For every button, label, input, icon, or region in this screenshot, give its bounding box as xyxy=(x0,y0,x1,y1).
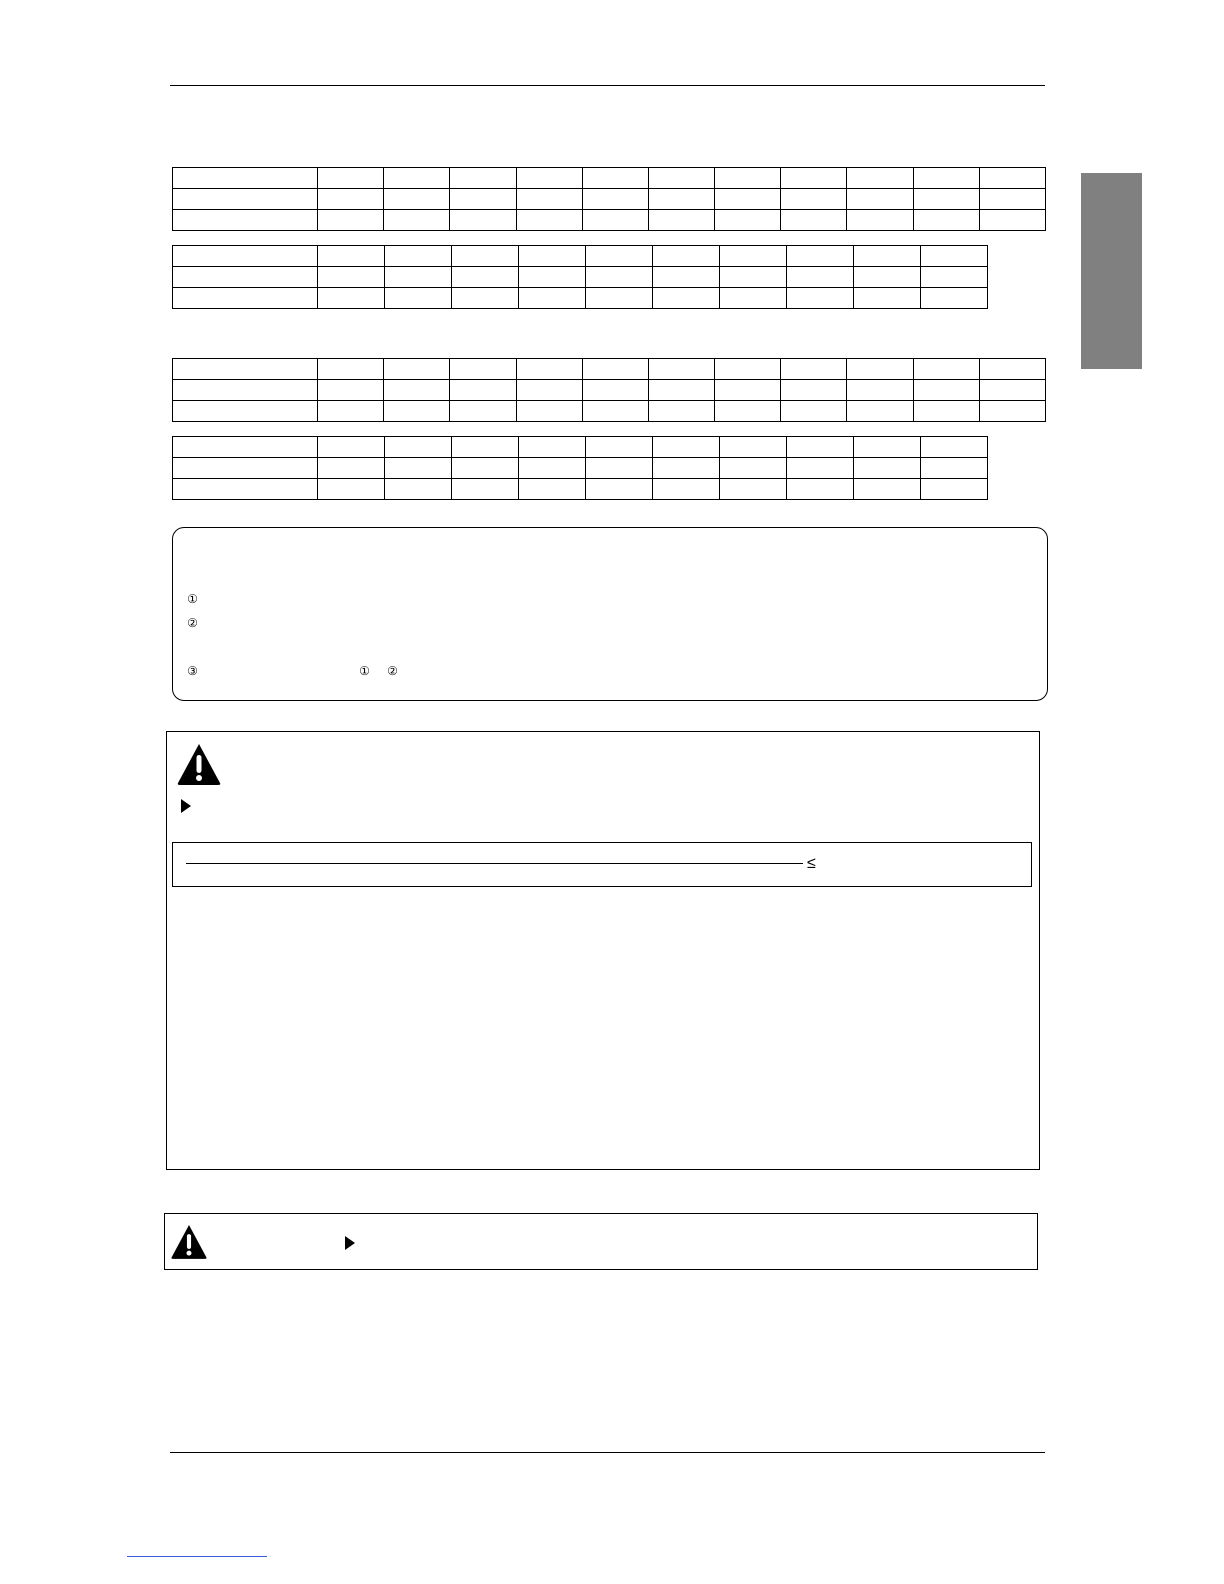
table-cell xyxy=(847,189,913,210)
table-cell xyxy=(384,380,450,401)
table-row xyxy=(173,288,988,309)
table-cell xyxy=(385,479,452,500)
warning-box xyxy=(166,731,1040,1170)
table-cell xyxy=(787,479,854,500)
row-header-cell xyxy=(173,458,318,479)
table-cell xyxy=(847,168,913,189)
table-cell xyxy=(318,267,385,288)
table-cell xyxy=(913,210,979,231)
table-cell xyxy=(913,359,979,380)
table-cell xyxy=(318,189,384,210)
table-cell xyxy=(384,189,450,210)
table-cell xyxy=(854,479,921,500)
table-cell xyxy=(586,267,653,288)
table-cell xyxy=(720,267,787,288)
table-cell xyxy=(913,189,979,210)
row-header-cell xyxy=(173,168,318,189)
table-cell xyxy=(516,380,582,401)
table-row xyxy=(173,437,988,458)
table-cell xyxy=(586,246,653,267)
table-cell xyxy=(452,479,519,500)
spec-table-1 xyxy=(172,167,1046,231)
table-cell xyxy=(384,359,450,380)
table-cell xyxy=(516,359,582,380)
table-cell xyxy=(854,267,921,288)
table-cell xyxy=(452,437,519,458)
table-cell xyxy=(720,437,787,458)
table-cell xyxy=(582,189,648,210)
table-cell xyxy=(720,246,787,267)
table-cell xyxy=(450,210,516,231)
table-cell xyxy=(715,380,781,401)
table-cell xyxy=(781,380,847,401)
table-cell xyxy=(847,210,913,231)
table-cell xyxy=(586,437,653,458)
table-cell xyxy=(715,401,781,422)
table-cell xyxy=(450,359,516,380)
table-cell xyxy=(847,359,913,380)
row-header-cell xyxy=(173,267,318,288)
table-cell xyxy=(913,168,979,189)
row-header-cell xyxy=(173,189,318,210)
table-cell xyxy=(452,267,519,288)
table-row xyxy=(173,401,1046,422)
warning-triangle-icon xyxy=(170,1223,208,1260)
table-cell xyxy=(781,210,847,231)
table-cell xyxy=(854,458,921,479)
table-cell xyxy=(653,246,720,267)
table-row xyxy=(173,380,1046,401)
table-cell xyxy=(921,267,988,288)
table-cell xyxy=(653,288,720,309)
table-cell xyxy=(582,168,648,189)
table-row xyxy=(173,359,1046,380)
table-cell xyxy=(979,189,1045,210)
footer-rule xyxy=(170,1452,1045,1453)
table-cell xyxy=(519,437,586,458)
table-cell xyxy=(586,479,653,500)
table-row xyxy=(173,246,988,267)
table-cell xyxy=(450,168,516,189)
table-row xyxy=(173,458,988,479)
row-header-cell xyxy=(173,401,318,422)
table-cell xyxy=(913,401,979,422)
table-cell xyxy=(648,168,714,189)
header-rule xyxy=(170,85,1045,86)
caution-box xyxy=(164,1213,1038,1270)
spec-table-3 xyxy=(172,358,1046,422)
row-header-cell xyxy=(173,437,318,458)
table-cell xyxy=(648,210,714,231)
table-cell xyxy=(318,210,384,231)
marker-1: ① xyxy=(187,592,198,606)
table-cell xyxy=(787,437,854,458)
table-cell xyxy=(582,401,648,422)
table-cell xyxy=(921,288,988,309)
table-cell xyxy=(385,437,452,458)
table-cell xyxy=(979,210,1045,231)
table-cell xyxy=(781,168,847,189)
table-cell xyxy=(519,288,586,309)
table-cell xyxy=(781,359,847,380)
warning-triangle-icon xyxy=(176,742,222,786)
table-cell xyxy=(519,458,586,479)
table-cell xyxy=(519,246,586,267)
table-cell xyxy=(787,288,854,309)
spec-table-2 xyxy=(172,245,988,309)
table-cell xyxy=(318,288,385,309)
table-cell xyxy=(318,401,384,422)
table-cell xyxy=(516,168,582,189)
table-cell xyxy=(385,246,452,267)
formula-symbol: ≤ xyxy=(807,855,816,872)
table-cell xyxy=(715,359,781,380)
spec-table-4 xyxy=(172,436,988,500)
table-cell xyxy=(318,380,384,401)
table-cell xyxy=(648,401,714,422)
table-cell xyxy=(516,210,582,231)
table-cell xyxy=(787,246,854,267)
table-cell xyxy=(720,458,787,479)
table-row xyxy=(173,267,988,288)
table-row xyxy=(173,168,1046,189)
note-box xyxy=(172,527,1048,701)
ref-marker-1: ① xyxy=(359,664,370,678)
table-cell xyxy=(781,401,847,422)
row-header-cell xyxy=(173,288,318,309)
table-cell xyxy=(452,458,519,479)
table-cell xyxy=(653,479,720,500)
table-cell xyxy=(384,401,450,422)
table-cell xyxy=(384,168,450,189)
table-cell xyxy=(318,246,385,267)
section-tab xyxy=(1081,173,1142,369)
table-cell xyxy=(787,267,854,288)
table-cell xyxy=(921,437,988,458)
table-cell xyxy=(452,288,519,309)
table-cell xyxy=(318,437,385,458)
marker-2: ② xyxy=(187,616,198,630)
table-cell xyxy=(854,246,921,267)
table-cell xyxy=(318,458,385,479)
row-header-cell xyxy=(173,479,318,500)
row-header-cell xyxy=(173,246,318,267)
marker-3: ③ xyxy=(187,664,198,678)
table-cell xyxy=(519,479,586,500)
table-cell xyxy=(648,380,714,401)
table-row xyxy=(173,189,1046,210)
table-cell xyxy=(582,359,648,380)
table-cell xyxy=(653,267,720,288)
table-cell xyxy=(586,458,653,479)
table-cell xyxy=(715,210,781,231)
table-cell xyxy=(653,437,720,458)
table-cell xyxy=(648,189,714,210)
table-cell xyxy=(648,359,714,380)
table-cell xyxy=(516,189,582,210)
fraction-bar xyxy=(186,863,803,864)
table-cell xyxy=(450,189,516,210)
footer-link-underline xyxy=(127,1556,267,1557)
table-cell xyxy=(318,479,385,500)
table-cell xyxy=(653,458,720,479)
table-cell xyxy=(519,267,586,288)
table-cell xyxy=(979,168,1045,189)
table-cell xyxy=(979,401,1045,422)
table-cell xyxy=(582,380,648,401)
table-cell xyxy=(385,458,452,479)
table-cell xyxy=(787,458,854,479)
table-cell xyxy=(921,246,988,267)
table-cell xyxy=(318,168,384,189)
table-cell xyxy=(450,401,516,422)
table-cell xyxy=(979,380,1045,401)
row-header-cell xyxy=(173,380,318,401)
table-cell xyxy=(847,401,913,422)
bullet-arrow-icon xyxy=(345,1236,355,1250)
table-cell xyxy=(720,479,787,500)
table-cell xyxy=(854,288,921,309)
table-cell xyxy=(979,359,1045,380)
table-cell xyxy=(921,458,988,479)
table-cell xyxy=(385,288,452,309)
table-row xyxy=(173,210,1046,231)
formula-box xyxy=(172,842,1032,887)
table-row xyxy=(173,479,988,500)
table-cell xyxy=(586,288,653,309)
table-cell xyxy=(854,437,921,458)
row-header-cell xyxy=(173,210,318,231)
bullet-arrow-icon xyxy=(181,799,191,813)
table-cell xyxy=(720,288,787,309)
ref-marker-2: ② xyxy=(387,664,398,678)
table-cell xyxy=(318,359,384,380)
table-cell xyxy=(781,189,847,210)
table-cell xyxy=(452,246,519,267)
table-cell xyxy=(715,168,781,189)
table-cell xyxy=(516,401,582,422)
table-cell xyxy=(450,380,516,401)
row-header-cell xyxy=(173,359,318,380)
table-cell xyxy=(921,479,988,500)
table-cell xyxy=(847,380,913,401)
table-cell xyxy=(384,210,450,231)
table-cell xyxy=(582,210,648,231)
table-cell xyxy=(385,267,452,288)
table-cell xyxy=(913,380,979,401)
table-cell xyxy=(715,189,781,210)
